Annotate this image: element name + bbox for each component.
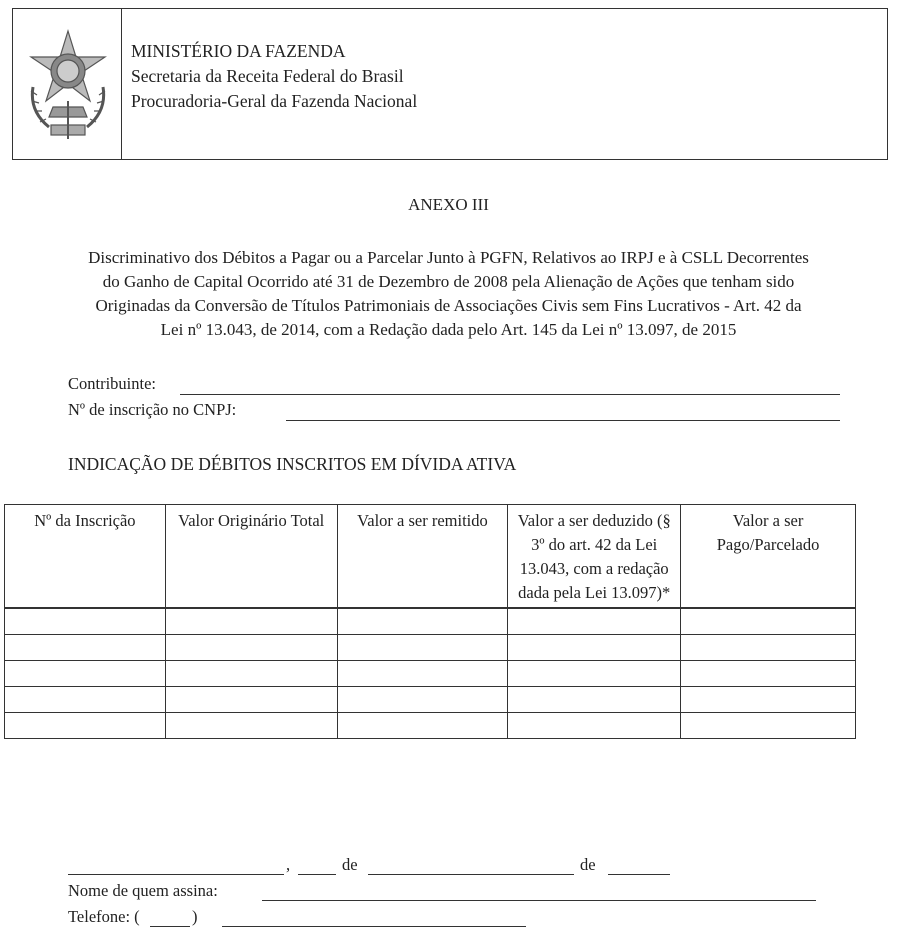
header-registration-number: Nº da Inscrição [5, 505, 166, 609]
table-row [5, 635, 856, 661]
header-divider [121, 9, 122, 159]
phone-paren-close: ) [192, 907, 198, 926]
table-cell[interactable] [681, 608, 856, 635]
contributor-label: Contribuinte: [68, 374, 156, 393]
table-cell[interactable] [337, 687, 508, 713]
table-cell[interactable] [508, 608, 681, 635]
contributor-field[interactable] [180, 394, 840, 395]
table-row [5, 661, 856, 687]
de-text: de [342, 855, 358, 874]
place-field[interactable] [68, 874, 284, 875]
attorney-office-name: Procuradoria-Geral da Fazenda Nacional [131, 91, 418, 111]
table-header-row [5, 505, 856, 609]
cnpj-label: Nº de inscrição no CNPJ: [68, 400, 237, 419]
header-institution [131, 39, 417, 114]
brazil-coat-of-arms-icon [23, 27, 113, 143]
table-cell[interactable] [5, 635, 166, 661]
signer-label: Nome de quem assina: [68, 881, 218, 900]
phone-label: Telefone: ( [68, 907, 140, 926]
table-row [5, 713, 856, 739]
description-line: do Ganho de Capital Ocorrido até 31 de Dezembro de 2008 pela Alienação de Ações que tenham sido [102, 272, 795, 291]
table-cell[interactable] [337, 608, 508, 635]
de-text: de [580, 855, 596, 874]
table-cell[interactable] [508, 661, 681, 687]
table-cell[interactable] [681, 661, 856, 687]
description-line: Lei nº 13.043, de 2014, com a Redação dada pelo Art. 145 da Lei nº 13.097, de 2015 [160, 320, 737, 339]
table-row [5, 687, 856, 713]
table-cell[interactable] [5, 608, 166, 635]
table-cell[interactable] [508, 687, 681, 713]
table-cell[interactable] [337, 713, 508, 739]
header-original-value: Valor Originário Total [165, 505, 337, 609]
annex-title: ANEXO III [408, 195, 489, 214]
table-cell[interactable] [508, 713, 681, 739]
ministry-name: MINISTÉRIO DA FAZENDA [131, 41, 346, 61]
description-line: Discriminativo dos Débitos a Pagar ou a Parcelar Junto à PGFN, Relativos ao IRPJ e à CSLL Decorrentes [88, 248, 809, 267]
table-cell[interactable] [165, 687, 337, 713]
header-box [12, 8, 888, 160]
day-field[interactable] [298, 874, 336, 875]
comma-text: , [286, 855, 291, 874]
secretariat-name: Secretaria da Receita Federal do Brasil [131, 66, 404, 86]
header-remitted-value: Valor a ser remitido [337, 505, 508, 609]
cnpj-field[interactable] [286, 420, 840, 421]
contributor-row [68, 374, 236, 400]
header-deducted-value: Valor a ser deduzido (§ 3º do art. 42 da Lei 13.043, com a redação dada pela Lei 13.097)* [508, 505, 681, 609]
table-cell[interactable] [337, 661, 508, 687]
debts-table [4, 504, 856, 739]
section-title: INDICAÇÃO DE DÉBITOS INSCRITOS EM DÍVIDA ATIVA [68, 454, 517, 474]
table-cell[interactable] [165, 661, 337, 687]
cnpj-row [68, 400, 236, 426]
table-cell[interactable] [681, 635, 856, 661]
table-row [5, 608, 856, 635]
year-field[interactable] [608, 874, 670, 875]
description [0, 246, 897, 342]
table-cell[interactable] [165, 635, 337, 661]
description-line: Originadas da Conversão de Títulos Patrimoniais de Associações Civis sem Fins Lucrativos - Art. 42 da [95, 296, 802, 315]
table-cell[interactable] [165, 713, 337, 739]
table-cell[interactable] [5, 661, 166, 687]
table-cell[interactable] [165, 608, 337, 635]
table-cell[interactable] [681, 713, 856, 739]
header-paid-value: Valor a ser Pago/Parcelado [681, 505, 856, 609]
area-code-field[interactable] [150, 926, 190, 927]
table-cell[interactable] [5, 713, 166, 739]
table-cell[interactable] [337, 635, 508, 661]
contributor-fields [68, 374, 236, 426]
phone-number-field[interactable] [222, 926, 526, 927]
table-cell[interactable] [5, 687, 166, 713]
table-cell[interactable] [508, 635, 681, 661]
table-cell[interactable] [681, 687, 856, 713]
signer-name-field[interactable] [262, 900, 816, 901]
month-field[interactable] [368, 874, 574, 875]
